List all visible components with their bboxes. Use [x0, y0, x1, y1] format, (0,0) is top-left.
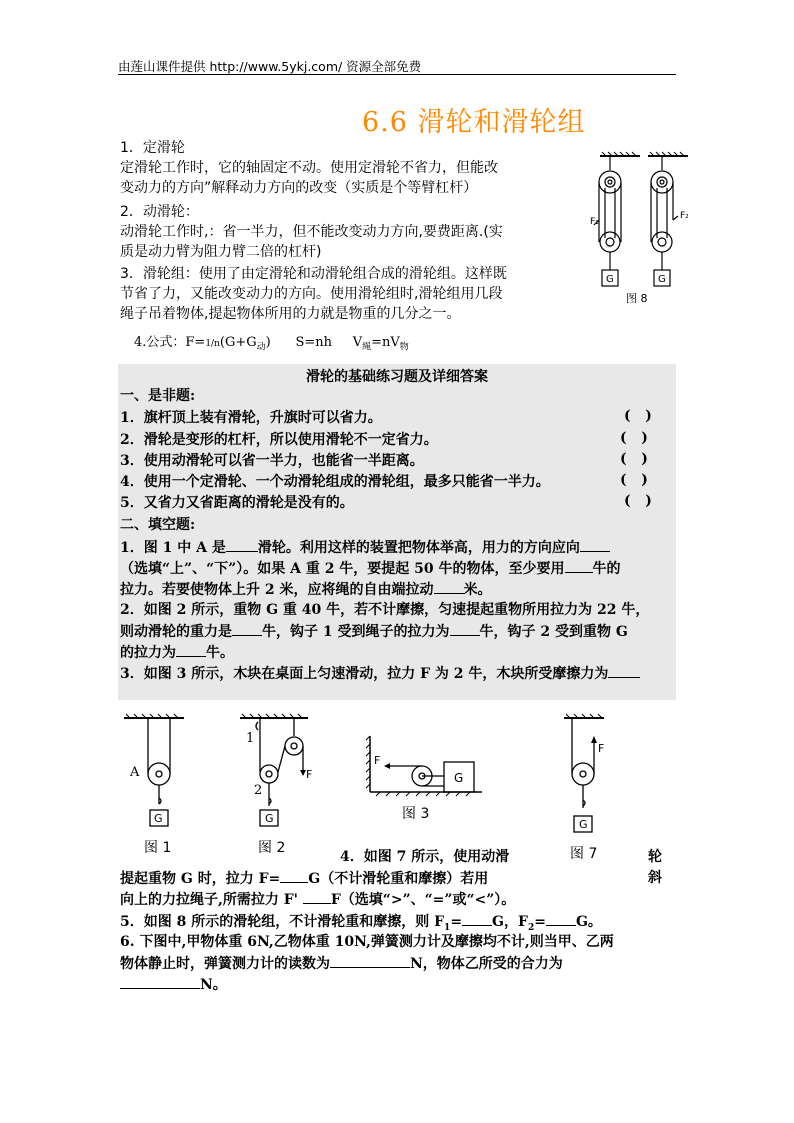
fill-question-2: 的拉力为 牛。 — [120, 642, 234, 663]
answer-blank[interactable] — [546, 911, 576, 926]
intro-heading-1: 1．定滑轮 — [120, 140, 185, 156]
answer-blank[interactable] — [330, 953, 410, 968]
answer-blank[interactable] — [450, 621, 480, 636]
fig2-weight-label: G — [265, 812, 274, 825]
figure-3-diagram — [362, 732, 492, 832]
answer-blank[interactable] — [303, 889, 331, 904]
fill-question-4: 提起重物 G 时，拉力 F= G（不计滑轮重和摩擦）若用 — [120, 868, 488, 889]
answer-blank[interactable] — [565, 558, 593, 573]
part2-heading: 二、填空题: — [120, 517, 196, 533]
fill-question-2: 则动滑轮的重力是 牛，钩子 1 受到绳子的拉力为 牛，钩子 2 受到重物 G — [120, 621, 628, 642]
intro-text: 动滑轮工作时,：省一半力，但不能改变动力方向,要费距离.(实 — [120, 224, 503, 240]
page-header: 由莲山课件提供 http://www.5ykj.com/ 资源全部免费 — [118, 59, 422, 74]
figure-8-diagram — [590, 150, 700, 310]
fig8-weight-label: G — [658, 274, 666, 285]
answer-blank[interactable] — [226, 537, 258, 552]
formula-line: 4.公式：$F=1/n(G+G_动)$ S=nh $V_绳=nV_物$ — [134, 335, 409, 353]
fill-question-4: 轮 — [648, 849, 662, 865]
answer-paren[interactable]: ( ) — [624, 493, 652, 509]
fig1-weight-label: G — [154, 812, 163, 825]
intro-text: 变动力的方向”解释动力方向的改变（实质是个等臂杠杆） — [120, 180, 478, 196]
answer-paren[interactable]: ( ) — [620, 472, 648, 488]
fill-question-2: 2．如图 2 所示，重物 G 重 40 牛，若不计摩擦，匀速提起重物所用拉力为 22 牛， — [120, 602, 650, 618]
fill-question-6: N。 — [120, 974, 227, 995]
fig2-hook2-label: 2 — [254, 783, 263, 798]
part1-heading: 一、是非题: — [120, 388, 196, 404]
fill-question-4: 4．如图 7 所示，使用动滑 — [340, 849, 510, 865]
answer-blank[interactable] — [580, 537, 610, 552]
fig2-hook1-label: 1 — [246, 731, 255, 746]
answer-blank[interactable] — [434, 579, 464, 594]
fill-question-1: 1．图 1 中 A 是 滑轮。利用这样的装置把物体举高，用力的方向应向 — [120, 537, 610, 558]
fill-question-1: 拉力。若要使物体上升 2 米，应将绳的自由端拉动 米。 — [120, 579, 492, 600]
answer-blank[interactable] — [280, 868, 308, 883]
answer-blank[interactable] — [462, 911, 492, 926]
answer-paren[interactable]: ( ) — [624, 408, 652, 424]
fig7-force-label: F — [598, 742, 605, 755]
answer-paren[interactable]: ( ) — [620, 430, 648, 446]
tf-question: 2．滑轮是变形的杠杆，所以使用滑轮不一定省力。 — [120, 432, 438, 448]
fig8-f2-label: F₂ — [680, 211, 689, 221]
tf-question: 4．使用一个定滑轮、一个动滑轮组成的滑轮组，最多只能省一半力。 — [120, 474, 550, 490]
fig7-caption: 图 7 — [570, 846, 598, 862]
fig1-caption: 图 1 — [144, 840, 172, 856]
header-divider — [118, 74, 676, 75]
fill-question-1: （选填“上”、“下”）。如果 A 重 2 牛，要提起 50 牛的物体，至少要用 牛的 — [120, 558, 621, 579]
tf-question: 1．旗杆顶上装有滑轮，升旗时可以省力。 — [120, 410, 382, 426]
answer-blank[interactable] — [608, 663, 640, 678]
intro-text: 绳子吊着物体,提起物体所用的力就是物重的几分之一。 — [120, 306, 461, 322]
intro-text: 定滑轮工作时，它的轴固定不动。使用定滑轮不省力，但能改 — [120, 160, 498, 176]
fill-question-4: 向上的力拉绳子,所需拉力 F' F（选填“>”、“=”或“<”）。 — [120, 889, 515, 910]
fig7-weight-label: G — [579, 818, 588, 831]
exercise-title: 滑轮的基础练习题及详细答案 — [306, 369, 488, 385]
fig1-a-label: A — [130, 765, 140, 780]
intro-text: 3．滑轮组：使用了由定滑轮和动滑轮组合成的滑轮组。这样既 — [120, 266, 507, 282]
intro-text: 节省了力，又能改变动力的方向。使用滑轮组时,滑轮组用几段 — [120, 286, 503, 302]
fig8-caption: 图 8 — [626, 292, 648, 305]
fig8-f1-label: F₁ — [590, 217, 599, 227]
fill-question-3: 3．如图 3 所示，木块在桌面上匀速滑动，拉力 F 为 2 牛，木块所受摩擦力为 — [120, 663, 640, 684]
answer-paren[interactable]: ( ) — [620, 451, 648, 467]
answer-blank[interactable] — [232, 621, 262, 636]
fill-question-6: 物体静止时，弹簧测力计的读数为 N，物体乙所受的合力为 — [120, 953, 563, 974]
figure-1-diagram — [122, 712, 192, 862]
figure-7-diagram — [560, 712, 630, 862]
intro-text: 质是动力臂为阻力臂二倍的杠杆) — [120, 244, 322, 260]
tf-question: 5．又省力又省距离的滑轮是没有的。 — [120, 495, 354, 511]
fig2-force-label: F — [306, 768, 313, 781]
fig2-caption: 图 2 — [258, 840, 286, 856]
fig8-weight-label: G — [606, 274, 614, 285]
tf-question: 3．使用动滑轮可以省一半力，也能省一半距离。 — [120, 453, 424, 469]
fig3-weight-label: G — [454, 771, 464, 785]
answer-blank[interactable] — [120, 974, 200, 989]
fill-question-4: 斜 — [648, 870, 662, 886]
fig3-force-label: F — [374, 754, 381, 767]
intro-heading-2: 2．动滑轮： — [120, 204, 199, 220]
page-title: 6.6 滑轮和滑轮组 — [362, 107, 586, 138]
fig3-caption: 图 3 — [402, 806, 430, 822]
answer-blank[interactable] — [176, 642, 206, 657]
fill-question-6: 6. 下图中,甲物体重 6N,乙物体重 10N,弹簧测力计及摩擦均不计,则当甲、乙两 — [120, 934, 614, 950]
figure-2-diagram — [236, 712, 316, 862]
fill-question-5: 5．如图 8 所示的滑轮组，不计滑轮重和摩擦，则 $F_1= G$，$F_2= G$。 — [120, 911, 602, 938]
